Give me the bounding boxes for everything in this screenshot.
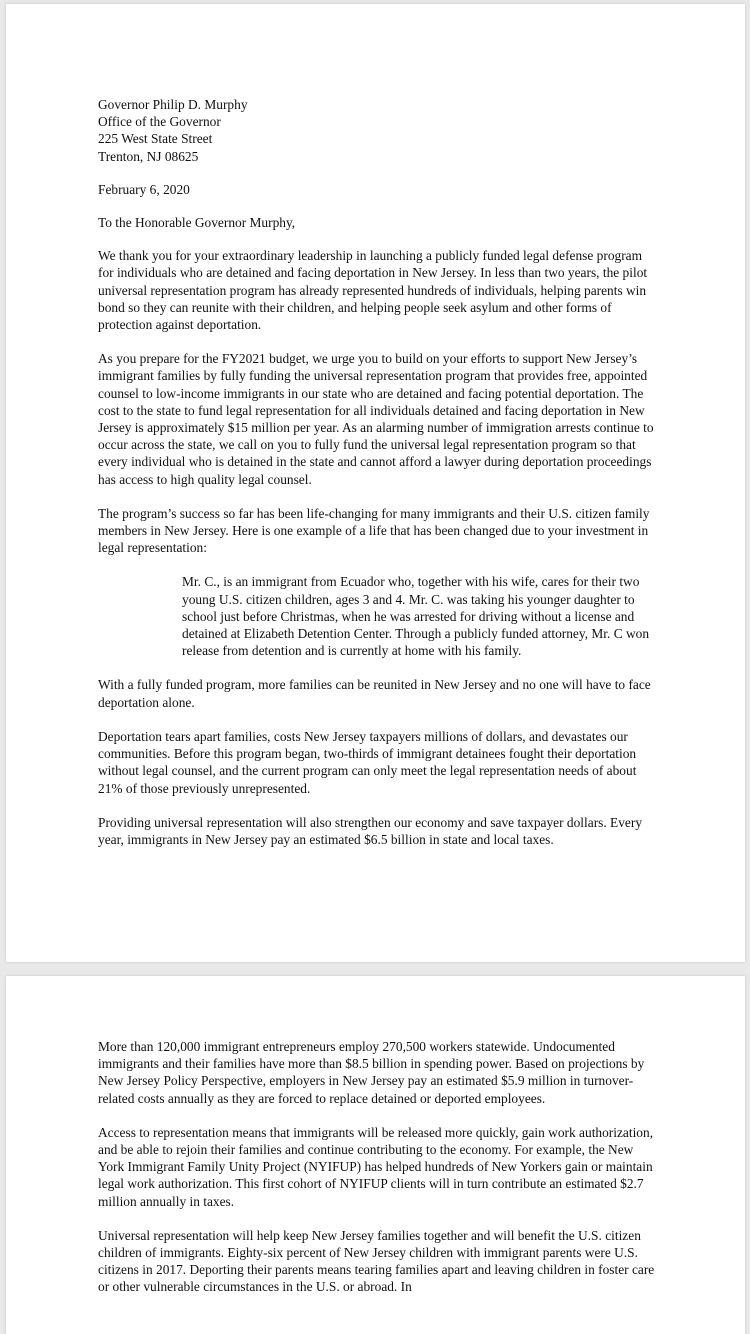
paragraph-program-success: The program’s success so far has been life-changing for many immigrants and their U.S. citizen family members in New Jersey. Here is one example of a life that has been changed due to your investment in legal representation: <box>98 505 650 556</box>
paragraph-deportation-costs: Deportation tears apart families, costs New Jersey taxpayers millions of dollars, and devastates our communities. Before this program began, two-thirds of immigrant detainees fought their deportation without legal counsel, and the current program can only meet the legal representation needs of about 21% of those previously unrepresented. <box>98 728 637 796</box>
paragraph-economy: Providing universal representation will also strengthen our economy and save taxpayer dollars. Every year, immigrants in New Jersey pay an estimated $6.5 billion in state and local taxes. <box>98 814 643 847</box>
page-2-content <box>98 1038 658 1313</box>
address-line-name: Governor Philip D. Murphy <box>98 97 248 112</box>
paragraph-entrepreneurs: More than 120,000 immigrant entrepreneurs employ 270,500 workers statewide. Undocumented immigrants and their families have more than $8.5 billion in spending power. Based on projections by New Jersey Policy Perspective, employers in New Jersey pay an estimated $5.9 million in turnover-related costs annually as they are forced to replace detained or deported employees. <box>98 1039 645 1106</box>
paragraph-fully-funded: With a fully funded program, more families can be reunited in New Jersey and no one will have to face deportation alone. <box>98 677 651 710</box>
client-story-quote: Mr. C., is an immigrant from Ecuador who, together with his wife, cares for their two young U.S. citizen children, ages 3 and 4. Mr. C. was taking his younger daughter to school just before Christmas, when he was arrested for driving without a license and detained at Elizabeth Detention Center. Through a publicly funded attorney, Mr. C won release from detention and is currently at home with his family. <box>182 574 650 659</box>
paragraph-thanks: We thank you for your extraordinary leadership in launching a publicly funded legal defense program for individuals who are detained and facing deportation in New Jersey. In less than two years, the pilot universal representation program has already represented hundreds of individuals, helping parents win bond so they can reunite with their children, and helping people seek asylum and other forms of protection against deportation. <box>98 248 648 333</box>
address-line-street: 225 West State Street <box>98 131 213 147</box>
letter-salutation: To the Honorable Governor Murphy, <box>98 215 296 231</box>
paragraph-budget-request: As you prepare for the FY2021 budget, we urge you to build on your efforts to support New Jersey’s immigrant families by fully funding the universal representation program that provides free, appointed counsel to low-income immigrants in our state who are detained and facing potential deportation. The cost to the state to fund legal representation for all individuals detained and facing deportation in New Jersey is approximately $15 million per year. As an alarming number of immigration arrests continue to occur across the state, we call on you to fully fund the universal legal representation program so that every individual who is detained in the state and cannot afford a lawyer during deportation proceedings has access to high quality legal counsel. <box>98 351 654 487</box>
page-1-content <box>98 96 658 865</box>
paragraph-work-authorization: Access to representation means that immigrants will be released more quickly, gain work authorization, and be able to rejoin their families and continue contributing to the economy. For example, the New York Immigrant Family Unity Project (NYIFUP) has helped hundreds of New Yorkers gain or maintain legal work authorization. This first cohort of NYIFUP clients will in turn contribute an estimated $2.7 million annually in taxes. <box>98 1124 654 1209</box>
recipient-address <box>98 96 658 165</box>
letter-date: February 6, 2020 <box>98 181 190 197</box>
address-line-office: Office of the Governor <box>98 114 221 130</box>
letter-page-2 <box>6 976 745 1334</box>
address-line-city: Trenton, NJ 08625 <box>98 148 199 164</box>
paragraph-families-together: Universal representation will help keep New Jersey families together and will benefit the U.S. citizen children of immigrants. Eighty-six percent of New Jersey children with immigrant parents were U.S. citizens in 2017. Deporting their parents means tearing families apart and leaving children in foster care or other vulnerable circumstances in the U.S. or abroad. In <box>98 1227 655 1295</box>
letter-page-1 <box>6 4 745 962</box>
